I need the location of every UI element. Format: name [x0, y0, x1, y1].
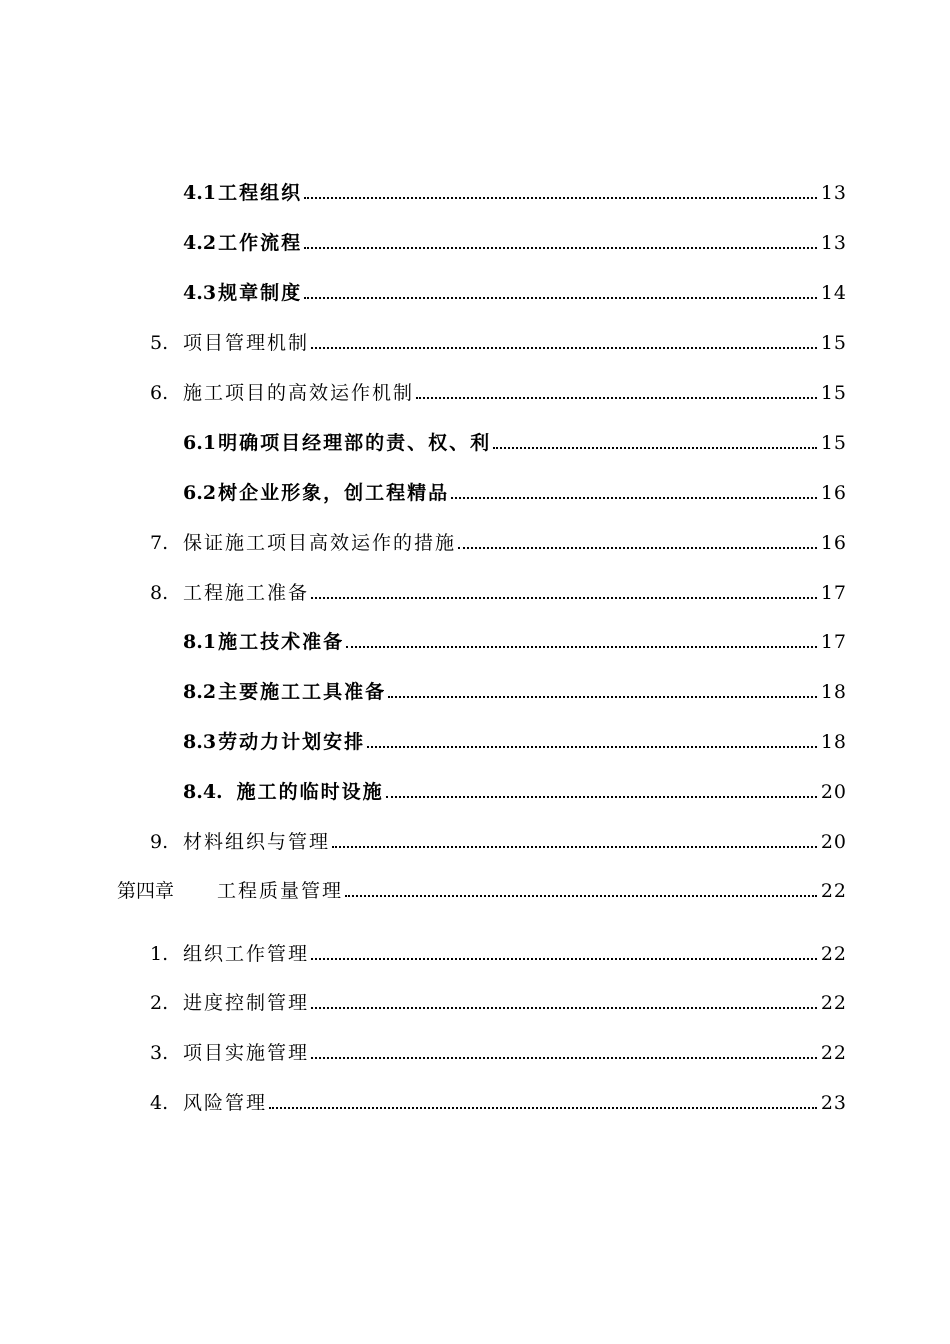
dot-leader: [311, 587, 817, 599]
dot-leader: [332, 836, 817, 848]
toc-entry-7[interactable]: [150, 528, 847, 558]
dot-leader: [346, 636, 817, 648]
dot-leader: [304, 287, 817, 299]
toc-entry-title: 工作流程: [218, 232, 303, 254]
toc-entry-ch4-4[interactable]: [150, 1088, 847, 1118]
toc-entry-page: 22: [820, 943, 847, 965]
toc-entry-page: 20: [820, 831, 847, 853]
toc-entry-number: 6.: [150, 382, 169, 404]
dot-leader: [311, 997, 817, 1009]
toc-entry-page: 23: [820, 1092, 847, 1114]
toc-entry-title: 树企业形象，创工程精品: [218, 482, 450, 504]
toc-entry-number: 8.: [150, 582, 169, 604]
toc-entry-page: 18: [820, 731, 847, 753]
toc-entry-page: 15: [820, 382, 847, 404]
toc-entry-page: 22: [820, 1042, 847, 1064]
dot-leader: [451, 487, 817, 499]
toc-entry-title: 项目管理机制: [183, 332, 310, 354]
toc-entry-8[interactable]: [150, 578, 847, 608]
toc-entry-page: 14: [820, 282, 847, 304]
toc-entry-number: 1.: [150, 943, 169, 965]
dot-leader: [493, 437, 817, 449]
toc-entry-title: 明确项目经理部的责、权、利: [218, 432, 492, 454]
toc-entry-4-3[interactable]: [183, 278, 847, 308]
dot-leader: [386, 786, 817, 798]
toc-entry-title: 工程施工准备: [183, 582, 310, 604]
toc-entry-title: 规章制度: [218, 282, 303, 304]
dot-leader: [311, 337, 817, 349]
toc-chapter-number: 第四章: [117, 880, 175, 902]
dot-leader: [304, 187, 817, 199]
dot-leader: [367, 736, 817, 748]
toc-entry-title: 工程组织: [218, 182, 303, 204]
toc-entry-ch4-3[interactable]: [150, 1038, 847, 1068]
toc-entry-number: 5.: [150, 332, 169, 354]
toc-entry-6[interactable]: [150, 378, 847, 408]
toc-entry-number: 8.1: [183, 631, 217, 653]
dot-leader: [304, 237, 817, 249]
toc-entry-number: 8.3: [183, 731, 217, 753]
toc-entry-number: 4.2: [183, 232, 217, 254]
toc-entry-number: 4.3: [183, 282, 217, 304]
toc-entry-page: 16: [820, 482, 847, 504]
toc-entry-ch4-2[interactable]: [150, 988, 847, 1018]
dot-leader: [416, 387, 817, 399]
toc-entry-page: 17: [820, 582, 847, 604]
dot-leader: [311, 1047, 817, 1059]
toc-chapter-4[interactable]: [117, 876, 847, 906]
toc-entry-title: 施工的临时设施: [236, 781, 384, 803]
toc-entry-number: 8.4.: [183, 781, 223, 803]
toc-entry-title: 主要施工工具准备: [218, 681, 387, 703]
toc-entry-title: 进度控制管理: [183, 992, 310, 1014]
toc-entry-page: 22: [820, 880, 847, 902]
toc-entry-page: 15: [820, 432, 847, 454]
toc-entry-4-1[interactable]: [183, 178, 847, 208]
toc-entry-page: 20: [820, 781, 847, 803]
toc-entry-number: 4.1: [183, 182, 217, 204]
toc-entry-number: 7.: [150, 532, 169, 554]
dot-leader: [345, 885, 817, 897]
toc-entry-number: 3.: [150, 1042, 169, 1064]
toc-entry-6-1[interactable]: [183, 428, 847, 458]
toc-entry-page: 16: [820, 532, 847, 554]
toc-entry-page: 13: [820, 182, 847, 204]
toc-entry-9[interactable]: [150, 827, 847, 857]
toc-entry-page: 13: [820, 232, 847, 254]
toc-entry-8-3[interactable]: [183, 727, 847, 757]
toc-entry-title: 项目实施管理: [183, 1042, 310, 1064]
toc-entry-page: 22: [820, 992, 847, 1014]
toc-entry-number: 2.: [150, 992, 169, 1014]
toc-entry-title: 工程质量管理: [217, 880, 344, 902]
toc-entry-number: 6.2: [183, 482, 217, 504]
toc-entry-8-4[interactable]: [183, 777, 847, 807]
dot-leader: [311, 948, 817, 960]
toc-entry-title: 劳动力计划安排: [218, 731, 366, 753]
toc-entry-title: 保证施工项目高效运作的措施: [183, 532, 457, 554]
toc-entry-number: 6.1: [183, 432, 217, 454]
dot-leader: [269, 1097, 817, 1109]
toc-entry-page: 17: [820, 631, 847, 653]
toc-entry-4-2[interactable]: [183, 228, 847, 258]
dot-leader: [458, 537, 817, 549]
toc-entry-title: 风险管理: [183, 1092, 268, 1114]
toc-entry-8-1[interactable]: [183, 627, 847, 657]
toc-entry-number: 8.2: [183, 681, 217, 703]
toc-entry-title: 材料组织与管理: [183, 831, 331, 853]
dot-leader: [388, 686, 817, 698]
toc-entry-page: 15: [820, 332, 847, 354]
toc-entry-ch4-1[interactable]: [150, 939, 847, 969]
toc-entry-8-2[interactable]: [183, 677, 847, 707]
toc-entry-title: 施工技术准备: [218, 631, 345, 653]
toc-entry-number: 9.: [150, 831, 169, 853]
toc-entry-page: 18: [820, 681, 847, 703]
toc-entry-6-2[interactable]: [183, 478, 847, 508]
toc-entry-title: 施工项目的高效运作机制: [183, 382, 415, 404]
toc-entry-number: 4.: [150, 1092, 169, 1114]
toc-entry-5[interactable]: [150, 328, 847, 358]
toc-entry-title: 组织工作管理: [183, 943, 310, 965]
